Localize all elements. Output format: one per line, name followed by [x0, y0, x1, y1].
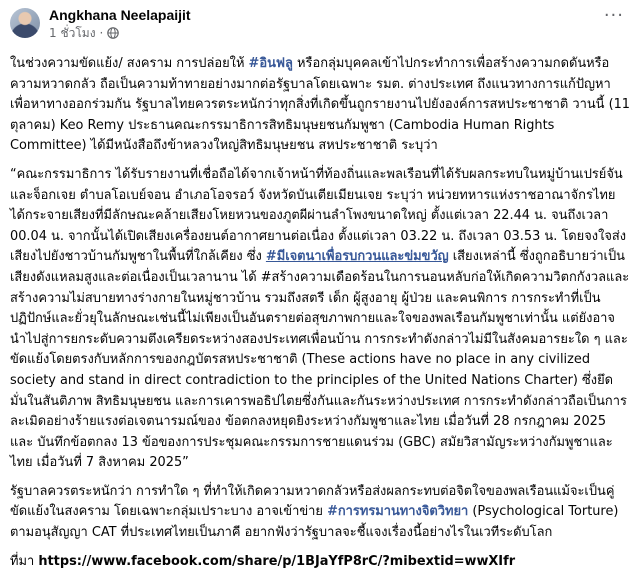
- author-name[interactable]: Angkhana Neelapaijit: [49, 7, 191, 23]
- paragraph-intro: [10, 54, 630, 157]
- text-segment: รัฐบาลควรตระหนักว่า การทำใด ๆ ที่ทำให้เกิดความหวาดกลัวหรือส่งผลกระทบต่อจิตใจของพลเรือนแม้จะเป็นคู่ขัดแย้งในสงคราม โดยเฉพาะกลุ่มเปราะบาง อาจเข้าข่าย: [10, 483, 615, 520]
- paragraph-conclusion: [10, 482, 630, 544]
- text-segment: (Psychological Torture) ตามอนุสัญญา CAT ที่ประเทศไทยเป็นภาคี อยากฟังว่ารัฐบาลจะชี้แจงเรื่องนี้อย่างไรในเวทีระดับโลก: [10, 504, 619, 541]
- hashtag-psychological-torture[interactable]: #การทรมานทางจิตวิทยา: [327, 504, 469, 520]
- avatar[interactable]: [10, 8, 40, 38]
- post-header: [10, 6, 630, 50]
- post-meta: [49, 6, 191, 41]
- separator-dot: ·: [99, 26, 104, 40]
- more-options-icon[interactable]: ···: [603, 5, 624, 26]
- text-segment: หรือกลุ่มบุคคลเข้าไปกระทำการเพื่อสร้างความกดดันหรือความหวาดกลัว ถือเป็นความท้าทายอย่างมากต่อรัฐบาลโดยเฉพาะ รมต. ต่างประเทศ ถึงแนวทางการแก้ปัญหาเพื่อหาทางออกร่วมกัน รัฐบาลไทยควรตระหนักว่าทุกสิ่งที่เกิดขึ้นถูกรายงานไปยังองค์การสหประชาชาติ วานนี้ (11 ตุลาคม) Keo Remy ประธานคณะกรรมาธิการสิทธิมนุษยชนกัมพูชา (Cambodia Human Rights Committee) ได้มีหนังสือถึงข้าหลวงใหญ่สิทธิมนุษยชน สหประชาชาติ ระบุว่า: [10, 56, 631, 154]
- post-body: [10, 54, 630, 572]
- source-label: ที่มา: [10, 553, 39, 569]
- text-segment: ในช่วงความขัดแย้ง/ สงคราม การปล่อยให้: [10, 56, 249, 71]
- paragraph-source: [10, 552, 630, 572]
- globe-icon: [107, 27, 119, 39]
- post-subline: [49, 25, 191, 41]
- post-timestamp[interactable]: 1 ชั่วโมง: [49, 26, 96, 40]
- source-link[interactable]: https://www.facebook.com/share/p/1BJaYfP8rC/?mibextid=wwXIfr: [38, 553, 516, 569]
- hashtag-intent[interactable]: #มีเจตนาเพื่อรบกวนและข่มขวัญ: [265, 249, 449, 265]
- text-segment: “คณะกรรมาธิการ ได้รับรายงานที่เชื่อถือได้จากเจ้าหน้าที่ท้องถิ่นและพลเรือนที่ได้รับผลกระทบในหมู่บ้านเปรย์จัน และจ็อกเจย ตำบลโอเบย์จอน อำเภอโอจรอว์ จังหวัดบันเตียเมียนเจย ระบุว่า หน่วยทหารแห่งราชอาณาจักรไทยได้กระจายเสียงที่มีลักษณะคล้ายเสียงโหยหวนของภูตผีผ่านลำโพงขนาดใหญ่ ตั้งแต่เวลา 22.44 น. จนถึงเวลา 00.04 น. จากนั้นได้เปิดเสียงเครื่องยนต์อากาศยานต่อเนื่อง ตั้งแต่เวลา 03.22 น. ถึงเวลา 03.53 น. โดยจงใจส่งเสียงไปยังชาวบ้านกัมพูชาในพื้นที่ใกล้เคียง ซึ่ง: [10, 166, 627, 265]
- text-segment: เสียงเหล่านี้ ซึ่งถูกอธิบายว่าเป็นเสียงดังแหลมสูงและต่อเนื่องเป็นเวลานาน ได้ #สร้างความเดือดร้อนในการนอนหลับก่อให้เกิดความวิตกกังวลและสร้างความไม่สบายทางร่างกายในหมู่ชาวบ้าน รวมถึงสตรี เด็ก ผู้สูงอายุ ผู้ป่วย และคนพิการ การกระทำที่เป็นปฏิปักษ์และยั่วยุในลักษณะเช่นนี้ไม่เพียงเป็นอันตรายต่อสุขภาพกายและใจของพลเรือนกัมพูชาเท่านั้น แต่ยังอาจนำไปสู่การยกระดับความตึงเครียดระหว่างสองประเทศเพื่อนบ้าน การกระทำดังกล่าวไม่มีในสังคมอารยะใด ๆ และขัดแย้งโดยตรงกับหลักการของกฎบัตรสหประชาชาติ (These actions have no place in any civilized society and stand in direct contradiction to the principles of the United Nations Charter) ซึ่งยึดมั่นในสันติภาพ สิทธิมนุษยชน และการเคารพอธิปไตยซึ่งกันและกันระหว่างประเทศ การกระทำดังกล่าวถือเป็นการละเมิดอย่างร้ายแรงต่อเจตนารมณ์ของ ข้อตกลงหยุดยิงระหว่างกัมพูชาและไทย เมื่อวันที่ 28 กรกฎาคม 2025 และ บันทึกข้อตกลง 13 ข้อของการประชุมคณะกรรมการชายแดนร่วม (GBC) สมัยวิสามัญระหว่างกัมพูชาและไทย เมื่อวันที่ 7 สิงหาคม 2025”: [10, 249, 630, 471]
- paragraph-quote: [10, 165, 630, 474]
- hashtag-influencer[interactable]: #อินฟลู: [248, 56, 293, 71]
